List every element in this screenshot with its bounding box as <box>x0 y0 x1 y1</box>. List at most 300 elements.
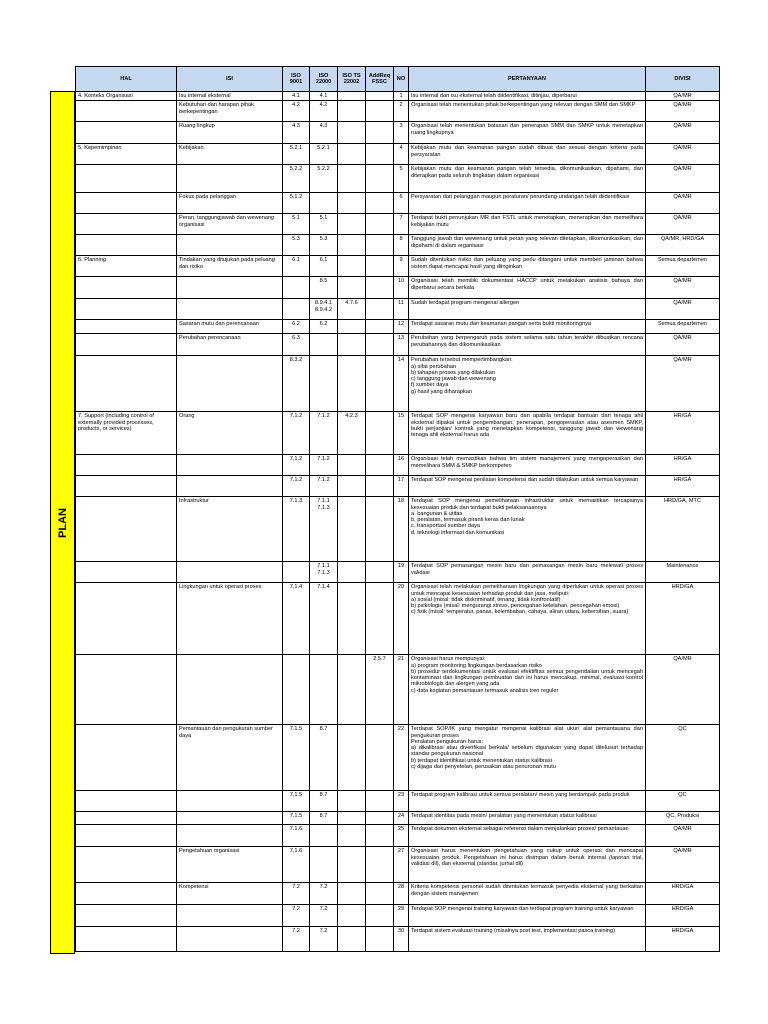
cell-pertanyaan: Terdapat sasaran mutu dan keamanan pangan serta bukti monitoringnya <box>409 320 646 334</box>
cell-isi: Fokus pada pelanggan <box>177 193 283 214</box>
cell-hal: 7. Support (including control of externally provided processes, products, or services) <box>76 412 177 455</box>
cell-hal: 4. Konteks Organisasi <box>76 92 177 101</box>
cell-divisi: HRD/GA <box>646 905 720 927</box>
cell-iso-ts-22002 <box>338 165 366 193</box>
cell-hal <box>76 356 177 412</box>
cell-divisi: QA/MR <box>646 334 720 356</box>
cell-iso9001: 4.1 <box>283 92 310 101</box>
table-row <box>76 825 720 847</box>
cell-iso9001 <box>283 655 310 725</box>
cell-iso22000: 7.2 <box>310 905 338 927</box>
cell-iso-ts-22002 <box>338 562 366 583</box>
cell-pertanyaan: Organisasi telah memiliki dokumentasi HACCP untuk melakukan analisis bahaya dan diperbarui secara berkala <box>409 277 646 299</box>
cell-hal <box>76 320 177 334</box>
cell-divisi: HRD/GA <box>646 883 720 905</box>
cell-no: 9 <box>394 256 409 277</box>
cell-iso9001 <box>283 299 310 320</box>
cell-iso22000 <box>310 334 338 356</box>
header-iso9001: ISO 9001 <box>283 67 310 92</box>
cell-no: 27 <box>394 847 409 883</box>
cell-divisi: QA/MR <box>646 193 720 214</box>
cell-pertanyaan: Persyaratan dari pelanggan maupun peraturan/ perundang-undangan telah diidentifikasi <box>409 193 646 214</box>
cell-no: 8 <box>394 235 409 256</box>
cell-addreq-fssc <box>366 883 394 905</box>
cell-isi <box>177 825 283 847</box>
cell-isi: Sasaran mutu dan perencanaan <box>177 320 283 334</box>
cell-no: 24 <box>394 812 409 825</box>
cell-pertanyaan: Terdapat SOP mengenai pemeliharaan infrastruktur untuk memastikan tercapainya kesesuaian produk dan terdapat bukti pelaksanaannya a. bangunan & utitas b. peralatan, termasuk piranti keras dan lunak c. transportasi sumber daya d. teknologi informasi dan komunikasi <box>409 497 646 562</box>
cell-iso9001: 7.1.2 <box>283 455 310 476</box>
cell-hal <box>76 235 177 256</box>
cell-divisi: HRD/GA <box>646 583 720 655</box>
cell-isi <box>177 356 283 412</box>
cell-addreq-fssc <box>366 92 394 101</box>
cell-addreq-fssc <box>366 562 394 583</box>
cell-no: 4 <box>394 144 409 165</box>
cell-no: 12 <box>394 320 409 334</box>
cell-hal <box>76 165 177 193</box>
cell-pertanyaan: Organisasi telah menentukan batasan dan penerapan SMM dan SMKP untuk menetapkan ruang lingkupnya <box>409 122 646 144</box>
cell-no: 6 <box>394 193 409 214</box>
cell-iso9001: 5.1 <box>283 214 310 235</box>
cell-iso9001: 7.1.5 <box>283 725 310 791</box>
table-row <box>76 883 720 905</box>
table-row <box>76 905 720 927</box>
cell-hal <box>76 101 177 122</box>
table-row <box>76 101 720 122</box>
cell-isi <box>177 277 283 299</box>
table-row <box>76 562 720 583</box>
cell-iso9001 <box>283 277 310 299</box>
cell-divisi: Maintenance <box>646 562 720 583</box>
cell-iso-ts-22002 <box>338 101 366 122</box>
cell-addreq-fssc <box>366 356 394 412</box>
cell-iso-ts-22002 <box>338 235 366 256</box>
cell-addreq-fssc <box>366 812 394 825</box>
cell-iso22000: 7.1.1 7.1.3 <box>310 562 338 583</box>
cell-iso22000: 8.5 <box>310 277 338 299</box>
cell-iso-ts-22002 <box>338 583 366 655</box>
cell-no: 17 <box>394 476 409 497</box>
cell-iso-ts-22002 <box>338 334 366 356</box>
cell-iso-ts-22002 <box>338 883 366 905</box>
cell-iso22000 <box>310 825 338 847</box>
cell-divisi: QA/MR <box>646 101 720 122</box>
cell-isi <box>177 476 283 497</box>
table-row <box>76 256 720 277</box>
cell-iso9001: 6.3 <box>283 334 310 356</box>
table-row <box>76 927 720 952</box>
cell-no: 18 <box>394 497 409 562</box>
cell-iso9001: 7.2 <box>283 883 310 905</box>
cell-divisi: HR/GA <box>646 476 720 497</box>
cell-pertanyaan: Kriteria kompetensi personel sudah ditentukan termasuk penyedia eksternal yang berkaitan dengan sistem manajemen <box>409 883 646 905</box>
cell-divisi: QA/MR, HRD/GA <box>646 235 720 256</box>
cell-divisi: QC, Produksi <box>646 812 720 825</box>
cell-iso22000 <box>310 356 338 412</box>
cell-iso22000: 4.3 <box>310 122 338 144</box>
cell-isi <box>177 905 283 927</box>
table-row <box>76 583 720 655</box>
cell-iso22000: 4.1 <box>310 92 338 101</box>
cell-hal: 6. Planning <box>76 256 177 277</box>
cell-isi: Pemantauan dan pengukuran sumber daya <box>177 725 283 791</box>
table-row <box>76 356 720 412</box>
cell-hal <box>76 334 177 356</box>
cell-iso22000: 8.7 <box>310 791 338 812</box>
cell-iso22000 <box>310 655 338 725</box>
cell-hal <box>76 214 177 235</box>
cell-no: 28 <box>394 883 409 905</box>
cell-isi <box>177 812 283 825</box>
cell-divisi: QA/MR <box>646 214 720 235</box>
cell-isi: Orang <box>177 412 283 455</box>
table-row <box>76 320 720 334</box>
cell-pertanyaan: Sudah ditentukan risiko dan peluang yang perlu ditangani untuk memberi jaminan bahwa sistem dapat mencapai hasil yang diinginkan <box>409 256 646 277</box>
cell-iso-ts-22002 <box>338 927 366 952</box>
cell-no: 3 <box>394 122 409 144</box>
cell-no: 15 <box>394 412 409 455</box>
cell-isi: Infrastruktur <box>177 497 283 562</box>
cell-iso-ts-22002 <box>338 320 366 334</box>
cell-isi: Kebijakan <box>177 144 283 165</box>
table-row <box>76 235 720 256</box>
cell-pertanyaan: Terdapat program kalibrasi untuk semua peralatan/ mesin yang berdampak pada produk <box>409 791 646 812</box>
cell-iso-ts-22002 <box>338 825 366 847</box>
cell-no: 20 <box>394 583 409 655</box>
table-row <box>76 214 720 235</box>
header-row <box>76 67 720 92</box>
cell-iso9001: 5.2.1 <box>283 144 310 165</box>
cell-iso22000: 7.1.2 <box>310 455 338 476</box>
cell-pertanyaan: Organisasi harus menentukan pengetahuan yang cukup untuk operasi dan mencapai kesesuaian produk. Pengetahuan ini harus disimpan dalam benuk internal (laporan trial, validasi dll), dan eksternal (standar, jurnal dll) <box>409 847 646 883</box>
header-iso-ts-22002: ISO TS 22002 <box>338 67 366 92</box>
cell-hal <box>76 562 177 583</box>
cell-iso22000: 5.3 <box>310 235 338 256</box>
table-row <box>76 455 720 476</box>
cell-addreq-fssc <box>366 256 394 277</box>
table-row <box>76 299 720 320</box>
cell-hal: 5. Kepemimpinan <box>76 144 177 165</box>
cell-iso22000: 7.1.4 <box>310 583 338 655</box>
table-row <box>76 277 720 299</box>
table-row <box>76 144 720 165</box>
cell-addreq-fssc <box>366 165 394 193</box>
cell-iso-ts-22002 <box>338 193 366 214</box>
cell-no: 14 <box>394 356 409 412</box>
cell-no: 11 <box>394 299 409 320</box>
cell-pertanyaan: Tanggung jawab dan wewenang untuk peran yang relevan ditetapkan, dikomunikasikan, dan dipahami di dalam organisasi <box>409 235 646 256</box>
cell-addreq-fssc <box>366 497 394 562</box>
cell-isi: Kompetensi <box>177 883 283 905</box>
cell-addreq-fssc <box>366 583 394 655</box>
cell-addreq-fssc <box>366 214 394 235</box>
cell-addreq-fssc <box>366 725 394 791</box>
cell-isi: Ruang lingkup <box>177 122 283 144</box>
cell-no: 29 <box>394 905 409 927</box>
table-row <box>76 165 720 193</box>
cell-no: 22 <box>394 725 409 791</box>
cell-iso-ts-22002 <box>338 214 366 235</box>
cell-iso22000: 4.2 <box>310 101 338 122</box>
cell-pertanyaan: Terdapat SOP pemasangan mesin baru dan pemasangan mesin baru melewati proses validasi <box>409 562 646 583</box>
cell-divisi: QA/MR <box>646 825 720 847</box>
cell-iso-ts-22002 <box>338 122 366 144</box>
cell-iso9001: 5.1.2 <box>283 193 310 214</box>
cell-iso22000 <box>310 193 338 214</box>
table-row <box>76 655 720 725</box>
cell-iso9001: 6.1 <box>283 256 310 277</box>
cell-addreq-fssc <box>366 277 394 299</box>
cell-hal <box>76 655 177 725</box>
cell-pertanyaan: Perubahan yang berpengaruh pada sistem selama satu tahun terakhir dibuatkan rencana perubahannya dan dikomunikasikan <box>409 334 646 356</box>
cell-hal <box>76 583 177 655</box>
cell-iso9001 <box>283 562 310 583</box>
header-no: NO <box>394 67 409 92</box>
cell-addreq-fssc <box>366 476 394 497</box>
cell-iso-ts-22002 <box>338 791 366 812</box>
cell-no: 13 <box>394 334 409 356</box>
cell-addreq-fssc <box>366 455 394 476</box>
cell-iso9001: 7.1.2 <box>283 476 310 497</box>
cell-isi: Pengetahuan organisasi <box>177 847 283 883</box>
cell-isi <box>177 165 283 193</box>
cell-isi: Tindakan yang ditujukan pada peluang dan risiko <box>177 256 283 277</box>
cell-pertanyaan: Terdapat sistem evaluasi training (misalnya post test, implementasi pasca training) <box>409 927 646 952</box>
cell-pertanyaan: Terdapat dokumen eksternal sebagai referensi dalam menjalankan proses/ pemantauan <box>409 825 646 847</box>
cell-divisi: HRD/GA, MTC <box>646 497 720 562</box>
cell-no: 23 <box>394 791 409 812</box>
cell-iso22000 <box>310 847 338 883</box>
cell-isi <box>177 791 283 812</box>
cell-iso-ts-22002 <box>338 847 366 883</box>
cell-divisi: QA/MR <box>646 92 720 101</box>
cell-isi <box>177 927 283 952</box>
cell-iso22000: 7.2 <box>310 927 338 952</box>
cell-iso9001: 7.1.6 <box>283 825 310 847</box>
cell-iso9001: 7.2 <box>283 927 310 952</box>
cell-addreq-fssc <box>366 847 394 883</box>
cell-iso22000: 7.1.2 <box>310 476 338 497</box>
plan-label: PLAN <box>56 507 69 538</box>
cell-iso-ts-22002: 4.7.6 <box>338 299 366 320</box>
cell-iso9001: 5.3 <box>283 235 310 256</box>
cell-iso-ts-22002 <box>338 905 366 927</box>
cell-iso-ts-22002: 4.2.3 <box>338 412 366 455</box>
cell-addreq-fssc <box>366 320 394 334</box>
cell-pertanyaan: Kebijakan mutu dan keamanan pangan sudah dibuat dan sesuai dengan kriteria pada persyaratan <box>409 144 646 165</box>
cell-iso9001: 7.1.2 <box>283 412 310 455</box>
cell-hal <box>76 847 177 883</box>
cell-divisi: QA/MR <box>646 299 720 320</box>
cell-hal <box>76 812 177 825</box>
cell-divisi: Semua departemen <box>646 256 720 277</box>
cell-pertanyaan: Terdapat SOP mengenai karyawan baru dan apabila terdapat bantuan dari tenaga ahli eksternal dipakai untuk pengembangan, penerapan, pengoperasian atau asesmen SMKP, bukti perjanjian/ kontrak yang menetapkan kompetensi, tanggung jawab dan wewenang tenaga ahli eksternal harus ada <box>409 412 646 455</box>
cell-isi: Lingkungan untuk operasi proses <box>177 583 283 655</box>
cell-addreq-fssc <box>366 905 394 927</box>
table-row <box>76 412 720 455</box>
cell-isi <box>177 235 283 256</box>
cell-pertanyaan: Terdapat SOP mengenai training karyawan dan terdapat program training untuk karyawan <box>409 905 646 927</box>
cell-divisi: QC <box>646 725 720 791</box>
table-row <box>76 497 720 562</box>
checklist-sheet <box>50 66 719 954</box>
header-addreq-fssc: AddReq FSSC <box>366 67 394 92</box>
cell-iso22000: 5.1 <box>310 214 338 235</box>
table-row <box>76 476 720 497</box>
cell-iso9001: 7.1.6 <box>283 847 310 883</box>
cell-addreq-fssc <box>366 193 394 214</box>
cell-divisi: HR/GA <box>646 455 720 476</box>
cell-no: 21 <box>394 655 409 725</box>
cell-divisi: QA/MR <box>646 277 720 299</box>
cell-hal <box>76 193 177 214</box>
cell-no: 2 <box>394 101 409 122</box>
cell-iso9001: 8.3.2 <box>283 356 310 412</box>
cell-iso-ts-22002 <box>338 655 366 725</box>
cell-iso-ts-22002 <box>338 144 366 165</box>
cell-divisi: QA/MR <box>646 165 720 193</box>
cell-hal <box>76 455 177 476</box>
cell-pertanyaan: Terdapat SOP mengenai penilaian kompetensi dan sudah dilakukan untuk semua karyawan <box>409 476 646 497</box>
cell-iso-ts-22002 <box>338 256 366 277</box>
cell-isi <box>177 562 283 583</box>
cell-hal <box>76 905 177 927</box>
header-isi: ISI <box>177 67 283 92</box>
cell-iso-ts-22002 <box>338 92 366 101</box>
cell-no: 1 <box>394 92 409 101</box>
cell-pertanyaan: Terdapat identitas pada mesin/ peralatan yang menentukan status kalibrasi <box>409 812 646 825</box>
cell-iso22000: 5.2.2 <box>310 165 338 193</box>
cell-isi: Perubahan perencanaan <box>177 334 283 356</box>
cell-no: 10 <box>394 277 409 299</box>
cell-addreq-fssc <box>366 791 394 812</box>
cell-no: 25 <box>394 825 409 847</box>
cell-isi: Peran, tanggungjawab dan wewenang organisasi <box>177 214 283 235</box>
cell-iso-ts-22002 <box>338 356 366 412</box>
table-row <box>76 92 720 101</box>
cell-hal <box>76 277 177 299</box>
cell-addreq-fssc <box>366 235 394 256</box>
cell-iso22000: 7.1.1 7.1.3 <box>310 497 338 562</box>
header-hal: HAL <box>76 67 177 92</box>
table-row <box>76 122 720 144</box>
cell-divisi: QA/MR <box>646 356 720 412</box>
cell-addreq-fssc <box>366 144 394 165</box>
cell-hal <box>76 476 177 497</box>
cell-addreq-fssc: 2.5.7 <box>366 655 394 725</box>
cell-hal <box>76 497 177 562</box>
cell-isi <box>177 455 283 476</box>
cell-hal <box>76 927 177 952</box>
cell-iso-ts-22002 <box>338 476 366 497</box>
cell-addreq-fssc <box>366 825 394 847</box>
cell-isi <box>177 655 283 725</box>
cell-pertanyaan: Organisasi telah menentukan pihak berkepentingan yang relevan dengan SMM dan SMKP <box>409 101 646 122</box>
cell-iso22000: 5.2.1 <box>310 144 338 165</box>
cell-hal <box>76 725 177 791</box>
header-pertanyaan: PERTANYAAN <box>409 67 646 92</box>
cell-pertanyaan: Terdapat SOP/IK yang mengatur mengenai kalibrasi alat ukur/ alat pemantauana dan pengukuran proses Peralatan pengukuran harus: a) dikalibrasi atau diverifikasi berkala/ sebelum digunakan yang dapat ditelusuri terhadap standar pengukuran nasional b) terdapat identifikasi untuk menentukan status kalibrasi c) dijaga dari penyetelan, perusakan atau penurunan mutu <box>409 725 646 791</box>
cell-hal <box>76 122 177 144</box>
table-row <box>76 725 720 791</box>
cell-iso22000: 8.7 <box>310 725 338 791</box>
cell-pertanyaan: Sudah terdapat program mengenai allergen <box>409 299 646 320</box>
cell-pertanyaan: Perubahan tersebut mempertimbangkan: a) sifat perubahan b) tahapan proses yang dilakukan c) tanggung jawab dan wewenang f) sumber daya g) hasil yang diharapkan <box>409 356 646 412</box>
table-row <box>76 812 720 825</box>
cell-no: 5 <box>394 165 409 193</box>
cell-iso-ts-22002 <box>338 725 366 791</box>
cell-iso22000: 7.1.2 <box>310 412 338 455</box>
cell-iso9001: 4.2 <box>283 101 310 122</box>
cell-iso9001: 5.2.2 <box>283 165 310 193</box>
audit-checklist-table <box>75 66 720 952</box>
cell-addreq-fssc <box>366 412 394 455</box>
cell-divisi: QC <box>646 791 720 812</box>
cell-iso-ts-22002 <box>338 455 366 476</box>
cell-divisi: QA/MR <box>646 144 720 165</box>
cell-isi: Isu internal eksternal <box>177 92 283 101</box>
plan-phase-band <box>50 91 75 954</box>
cell-pertanyaan: Kebijakan mutu dan keamanan pangan telah tersedia, dikomunikasikan, dipahami, dan diterapkan pada seluruh tingkatan dalam organisasi <box>409 165 646 193</box>
cell-iso9001: 7.2 <box>283 905 310 927</box>
cell-pertanyaan: Terdapat bukti penunjukan MR dan FSTL untuk menetapkan, menerapkan dan memelihara kebijakan mutu <box>409 214 646 235</box>
cell-hal <box>76 883 177 905</box>
cell-no: 19 <box>394 562 409 583</box>
cell-addreq-fssc <box>366 334 394 356</box>
table-row <box>76 334 720 356</box>
cell-pertanyaan: Organisasi harus mempunyai: a) program monitoring lingkungan berdasarkan risiko b) prosedur terdokumentasi untuk evaluasi efektifitas semua pengendalian untuk mencegah kontaminasi dari lingkungan pembuatan dan ini harus mencakup, minimal, evaluasi kontrol mikrobiologis dan alergen yang ada c) data kegiatan pemantauan termasuk analisis tren reguler <box>409 655 646 725</box>
cell-iso9001: 7.1.5 <box>283 791 310 812</box>
cell-iso22000: 6.1 <box>310 256 338 277</box>
cell-divisi: Semua departemen <box>646 320 720 334</box>
cell-isi <box>177 299 283 320</box>
header-iso22000: ISO 22000 <box>310 67 338 92</box>
cell-isi: Kebutuhan dan harapan pihak berkepentingan <box>177 101 283 122</box>
cell-no: 30 <box>394 927 409 952</box>
cell-iso-ts-22002 <box>338 277 366 299</box>
cell-divisi: QA/MR <box>646 847 720 883</box>
cell-divisi: QA/MR <box>646 122 720 144</box>
cell-iso22000: 7.2 <box>310 883 338 905</box>
cell-divisi: HR/GA <box>646 412 720 455</box>
cell-hal <box>76 791 177 812</box>
cell-iso22000: 6.2 <box>310 320 338 334</box>
cell-addreq-fssc <box>366 299 394 320</box>
cell-iso-ts-22002 <box>338 812 366 825</box>
table-row <box>76 193 720 214</box>
cell-divisi: QA/MR <box>646 655 720 725</box>
cell-pertanyaan: Organisasi telah memastikan bahwa tim sistem manajemen/ yang mengoperasikan dan memelihara SMM & SMKP berkompeten <box>409 455 646 476</box>
table-row <box>76 847 720 883</box>
cell-no: 7 <box>394 214 409 235</box>
cell-addreq-fssc <box>366 927 394 952</box>
cell-iso9001: 4.3 <box>283 122 310 144</box>
cell-iso9001: 7.1.3 <box>283 497 310 562</box>
header-divisi: DIVISI <box>646 67 720 92</box>
cell-iso22000: 8.9.4.1 8.9.4.2 <box>310 299 338 320</box>
cell-iso-ts-22002 <box>338 497 366 562</box>
cell-pertanyaan: Organisasi telah melakukan pemeliharaan lingkungan yang diperlukan untuk operasi proses untuk mencapai kesesuaian terhadap produk dan jasa, meliputi: a) sosial (misal: tidak diskriminatif, tenang, tidak konfrontatif) b) psikologis (misal: mengurangi stress, pencegahan kelelahan, pencegahan emosi) c) fisik (misal: temperatur, panas, kelembaban, cahaya, aliran udara, kebersihan, suara) <box>409 583 646 655</box>
cell-pertanyaan: Isu internal dan isu eksternal telah diidentifikasi, ditinjau, diperbarui <box>409 92 646 101</box>
cell-addreq-fssc <box>366 122 394 144</box>
cell-iso9001: 7.1.4 <box>283 583 310 655</box>
cell-iso22000: 8.7 <box>310 812 338 825</box>
cell-no: 16 <box>394 455 409 476</box>
cell-iso9001: 7.1.5 <box>283 812 310 825</box>
cell-hal <box>76 299 177 320</box>
table-row <box>76 791 720 812</box>
